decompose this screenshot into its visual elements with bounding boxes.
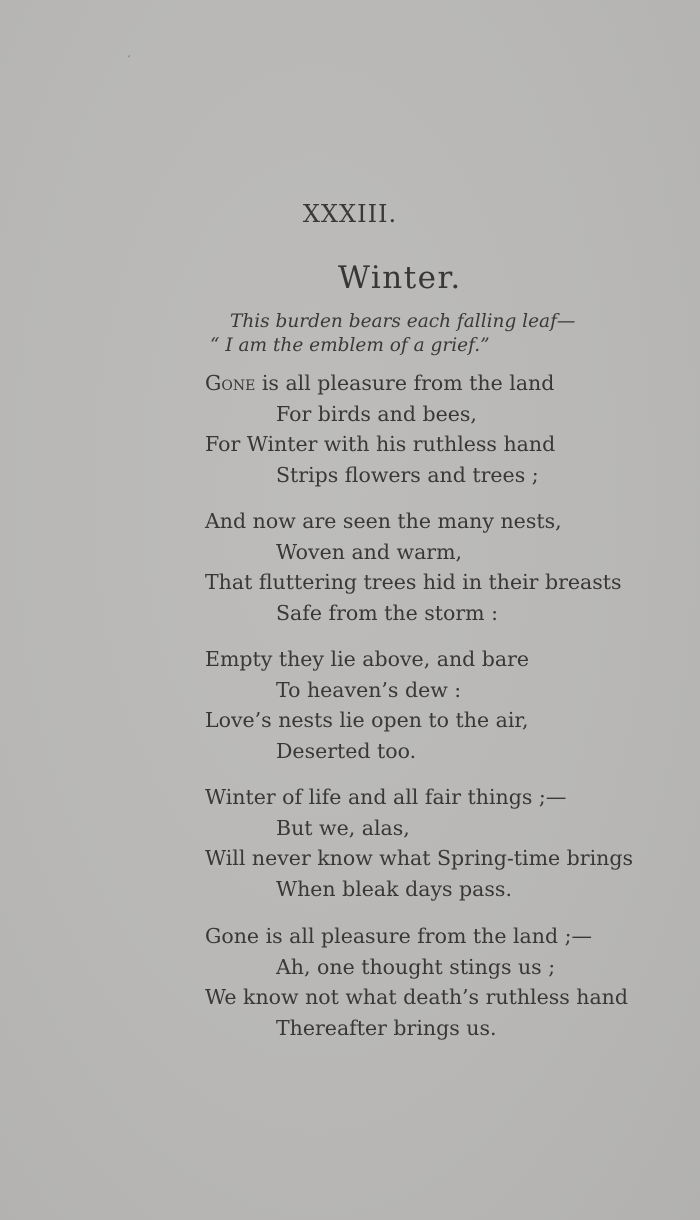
line-text: is all pleasure from the land — [255, 371, 555, 395]
stanza-line: To heaven’s dew : — [276, 677, 462, 702]
stanza-line: Safe from the storm : — [276, 600, 499, 625]
stanza-line: We know not what death’s ruthless hand — [205, 985, 629, 1009]
stanza-1 — [205, 368, 555, 490]
stanza-line: Empty they lie above, and bare — [205, 647, 530, 671]
stanza-line: Ah, one thought stings us ; — [276, 954, 556, 979]
stanza-line: Deserted too. — [276, 738, 417, 763]
stanza-line: But we, alas, — [276, 815, 410, 840]
stanza-5 — [205, 921, 628, 1043]
stanza-line: When bleak days pass. — [276, 876, 512, 901]
stanza-line: And now are seen the many nests, — [205, 509, 562, 533]
stanza-line: For Winter with his ruthless hand — [205, 432, 556, 456]
ink-speck: ′ — [128, 55, 131, 66]
stanza-line: Love’s nests lie open to the air, — [205, 708, 529, 732]
stanza-line — [205, 368, 555, 399]
stanza-2 — [205, 506, 622, 628]
epigraph-line-1: This burden bears each falling leaf— — [230, 311, 576, 332]
stanza-line: Strips flowers and trees ; — [276, 462, 539, 487]
chapter-number: XXXIII. — [302, 200, 398, 228]
stanza-4 — [205, 782, 633, 904]
stanza-3 — [205, 644, 529, 766]
stanza-line: Winter of life and all fair things ;— — [205, 785, 567, 809]
stanza-line: Gone is all pleasure from the land ;— — [205, 924, 593, 948]
stanza-line: Thereafter brings us. — [276, 1015, 497, 1040]
drop-word: Gone — [205, 371, 256, 395]
epigraph — [210, 310, 575, 358]
stanza-line: Woven and warm, — [276, 539, 463, 564]
stanza-line: For birds and bees, — [276, 401, 477, 426]
stanza-line: That fluttering trees hid in their breasts — [205, 570, 622, 594]
epigraph-line-2: “ I am the emblem of a grief.” — [210, 335, 490, 356]
poem-title-text: Winter. — [338, 260, 462, 296]
stanza-line: Will never know what Spring-time brings — [205, 846, 633, 870]
